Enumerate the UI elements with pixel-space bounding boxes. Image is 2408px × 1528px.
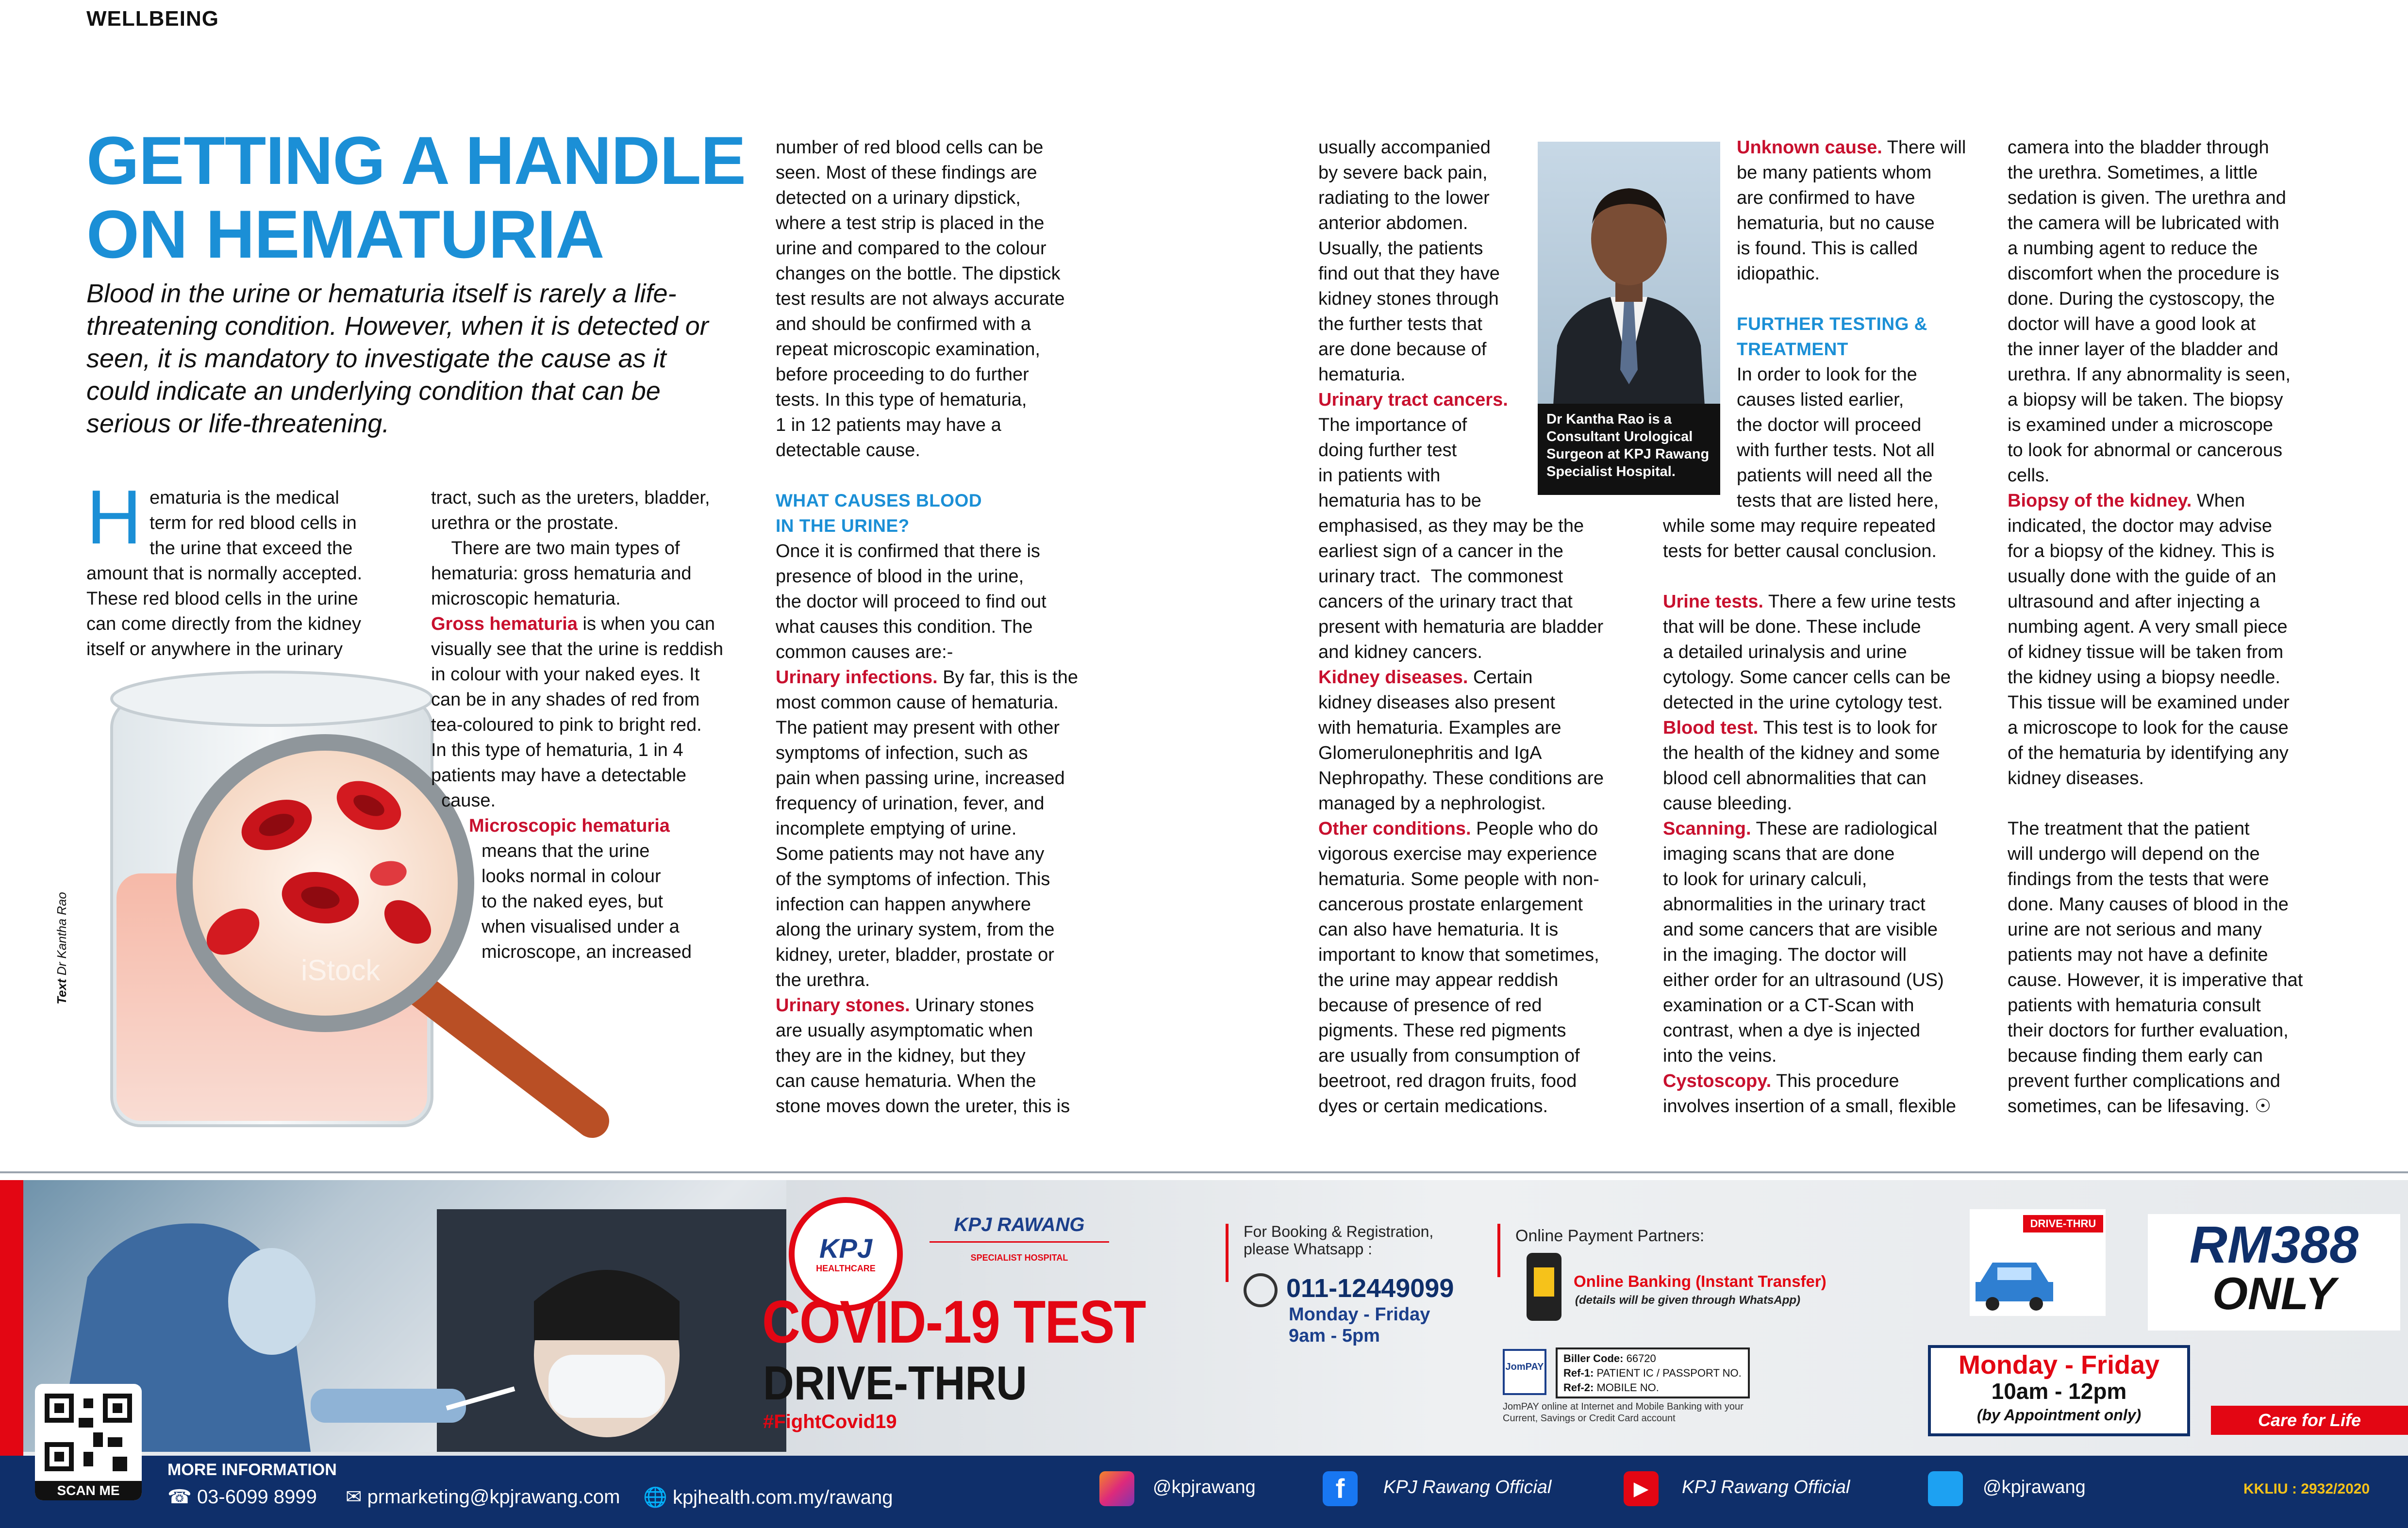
headline-line-2: ON HEMATURIA <box>86 196 604 272</box>
text-line: the health of the kidney and some <box>1663 743 1940 763</box>
qr-pattern <box>35 1384 142 1481</box>
text-line: radiating to the lower <box>1318 188 1490 208</box>
stock-watermark: iStock <box>301 954 381 986</box>
text-line: the camera will be lubricated with <box>2008 213 2279 233</box>
price-note: ONLY <box>2212 1268 2336 1319</box>
text-line: tests. In this type of hematuria, <box>776 390 1027 410</box>
face-mask <box>548 1355 665 1418</box>
text-line: and should be confirmed with a <box>776 314 1031 334</box>
text-line: blood cell abnormalities that can <box>1663 768 1926 789</box>
text-line: doctor will have a good look at <box>2008 314 2256 334</box>
text-line: cause. However, it is imperative that <box>2008 970 2303 990</box>
text-line: patients with hematuria consult <box>2008 995 2261 1016</box>
text-line: of the symptoms of infection. This <box>776 869 1050 889</box>
text-line: itself or anywhere in the urinary <box>86 639 343 659</box>
standfirst: Blood in the urine or hematuria itself is rarely a life-threatening condition. However, when it is detected or seen, it is mandatory to investigate the cause as it could indicate an underlying condition that can be serious or life-threatening. <box>86 279 709 438</box>
text-line: where a test strip is placed in the <box>776 213 1045 233</box>
text-line: before proceeding to do further <box>776 364 1029 385</box>
text-line: camera into the bladder through <box>2008 137 2269 158</box>
text-line: These red blood cells in the urine <box>86 589 358 609</box>
term-urine-tests: Urine tests. <box>1663 591 1763 612</box>
text-line: usually done with the guide of an <box>2008 566 2276 587</box>
text-line: because of presence of red <box>1318 995 1542 1016</box>
text-line: detected in the urine cytology test. <box>1663 692 1943 713</box>
text-line: for a biopsy of the kidney. This is <box>2008 541 2275 561</box>
text-line: urine are not serious and many <box>2008 920 2262 940</box>
text-line: There are two main types of <box>431 538 680 559</box>
article-column-5 <box>1737 135 2009 513</box>
text-line: are usually asymptomatic when <box>776 1020 1033 1041</box>
column-lines <box>469 838 771 965</box>
ad-title: COVID-19 TEST <box>762 1289 1146 1356</box>
booking-hours: 9am - 5pm <box>1289 1326 1380 1346</box>
text-line: causes listed earlier, <box>1737 390 1904 410</box>
text-line: doing further test <box>1318 440 1457 460</box>
column-lines <box>2008 513 2357 791</box>
column-lines <box>1737 160 2009 286</box>
hospital-rule <box>930 1241 1109 1243</box>
text-line: incomplete emptying of urine. <box>776 819 1017 839</box>
text-line: means that the urine <box>482 841 650 861</box>
text-line: the urethra. Sometimes, a little <box>2008 163 2258 183</box>
drive-thru-badge: DRIVE-THRU <box>2023 1215 2103 1232</box>
youtube-handle[interactable]: KPJ Rawang Official <box>1682 1477 1850 1497</box>
text-line: to the naked eyes, but <box>482 891 663 912</box>
text-line: hematuria. <box>1318 364 1406 385</box>
text-line: be many patients whom <box>1737 163 1932 183</box>
text-line: Usually, the patients <box>1318 238 1483 259</box>
text-line: a biopsy will be taken. The biopsy <box>2008 390 2283 410</box>
gloved-hand <box>311 1389 466 1423</box>
byline <box>54 892 69 1004</box>
covid-test-ad <box>0 1180 2408 1528</box>
text-line: frequency of urination, fever, and <box>776 793 1045 814</box>
gross-hematuria-para <box>431 611 771 637</box>
text-line: discomfort when the procedure is <box>2008 263 2279 284</box>
payment-rule <box>1497 1224 1500 1277</box>
whatsapp-icon <box>1244 1273 1278 1307</box>
term-urinary-stones: Urinary stones. <box>776 995 910 1016</box>
infections-para: Urinary infections. By far, this is the <box>776 667 1078 688</box>
appointment-note: (by Appointment only) <box>1976 1406 2142 1424</box>
text-line: will undergo will depend on the <box>2008 844 2260 864</box>
text-line: into the veins. <box>1663 1046 1777 1066</box>
facebook-icon[interactable]: f <box>1323 1471 1358 1506</box>
text-line: of kidney tissue will be taken from <box>2008 642 2284 662</box>
term-gross-hematuria: Gross hematuria <box>431 614 578 634</box>
text-line: what causes this condition. The <box>776 617 1033 637</box>
appointment-days: Monday - Friday <box>1958 1350 2160 1380</box>
text-line: kidney, ureter, bladder, prostate or <box>776 945 1054 965</box>
instagram-icon[interactable] <box>1099 1471 1134 1506</box>
text-line: managed by a nephrologist. <box>1318 793 1546 814</box>
blood-para: Blood test. This test is to look for <box>1663 718 1938 738</box>
text-line: contrast, when a dye is injected <box>1663 1020 1921 1041</box>
online-banking: Online Banking (Instant Transfer) <box>1574 1272 1827 1290</box>
term-rest: is when you can <box>578 614 715 634</box>
urine-para: Urine tests. There a few urine tests <box>1663 591 1956 612</box>
contact-phone[interactable]: ☎ 03-6099 8999 <box>167 1486 317 1508</box>
text-line: pain when passing urine, increased <box>776 768 1065 789</box>
text-line: the doctor will proceed to find out <box>776 591 1046 612</box>
text-line: that will be done. These include <box>1663 617 1921 637</box>
text-line: in colour with your naked eyes. It <box>431 664 700 685</box>
hospital-name: KPJ RAWANG <box>954 1214 1085 1235</box>
text-line: imaging scans that are done <box>1663 844 1895 864</box>
test-tube-rim <box>112 672 432 725</box>
text-line: symptoms of infection, such as <box>776 743 1028 763</box>
byline-name: Dr Kantha Rao <box>54 892 69 976</box>
tagline: Care for Life <box>2211 1406 2408 1435</box>
text-line: is examined under a microscope <box>2008 415 2274 435</box>
text-line: urinary tract. The commonest <box>1318 566 1563 587</box>
column-lines <box>2008 816 2357 1119</box>
text-line: The treatment that the patient <box>2008 819 2250 839</box>
text-line: most common cause of hematuria. <box>776 692 1059 713</box>
text-line: with hematuria. Examples are <box>1318 718 1561 738</box>
column-lines <box>431 637 771 813</box>
drop-cap: H <box>86 475 142 560</box>
text-line: to look for abnormal or cancerous <box>2008 440 2283 460</box>
column-lines <box>431 485 771 611</box>
text-line: term for red blood cells in <box>149 513 357 533</box>
stones-para: Urinary stones. Urinary stones <box>776 995 1034 1016</box>
column-lines <box>1663 614 2012 715</box>
text-line: because finding them early can <box>2008 1046 2263 1066</box>
text-line: in the imaging. The doctor will <box>1663 945 1907 965</box>
text-line: The patient may present with other <box>776 718 1060 738</box>
cystoscopy-para: Cystoscopy. This procedure <box>1663 1071 1899 1091</box>
booking-label: For Booking & Registration, please Whatsapp : <box>1244 1223 1434 1258</box>
text-line: examination or a CT-Scan with <box>1663 995 1914 1016</box>
text-line: urethra or the prostate. <box>431 513 619 533</box>
text-line: either order for an ultrasound (US) <box>1663 970 1944 990</box>
text-line: sometimes, can be lifesaving. ☉ <box>2008 1096 2272 1117</box>
text-line: Glomerulonephritis and IgA <box>1318 743 1542 763</box>
jompay-details: Biller Code: 66720 Ref-1: PATIENT IC / PASSPORT NO. Ref-2: MOBILE NO. <box>1556 1347 1750 1398</box>
column-lines <box>776 135 1125 463</box>
jompay-logo: JomPAY <box>1503 1349 1546 1395</box>
instagram-handle[interactable]: @kpjrawang <box>1153 1477 1256 1497</box>
text-line: done. During the cystoscopy, the <box>2008 289 2275 309</box>
text-line: usually accompanied <box>1318 137 1491 158</box>
term-biopsy: Biopsy of the kidney. <box>2008 491 2192 511</box>
booking-rule <box>1226 1224 1229 1282</box>
text-line: patients will need all the <box>1737 465 1933 486</box>
heading-what-causes: WHAT CAUSES BLOOD IN THE URINE? <box>776 491 982 536</box>
text-line: dyes or certain medications. <box>1318 1096 1548 1117</box>
text-line: idiopathic. <box>1737 263 1820 284</box>
column-lines <box>776 690 1125 993</box>
text-line: the further tests that <box>1318 314 1482 334</box>
article-column-6 <box>2008 135 2357 1119</box>
text-line: patients may have a detectable <box>431 765 687 786</box>
text-line: are confirmed to have <box>1737 188 1915 208</box>
text-line: pigments. These red pigments <box>1318 1020 1566 1041</box>
face-shield <box>228 1248 316 1355</box>
column-lines <box>1663 513 2012 564</box>
text-line: amount that is normally accepted. <box>86 563 363 584</box>
text-line: emphasised, as they may be the <box>1318 516 1584 536</box>
price: RM388 <box>2189 1215 2359 1274</box>
jompay-note: JomPAY online at Internet and Mobile Banking with your Current, Savings or Credit Card account <box>1503 1401 1744 1424</box>
unknown-para: Unknown cause. There will <box>1737 137 1966 158</box>
text-line: done. Many causes of blood in the <box>2008 894 2289 915</box>
term-urinary-infections: Urinary infections. <box>776 667 938 688</box>
text-line: the urine that exceed the <box>149 538 353 559</box>
text-line: indicated, the doctor may advise <box>2008 516 2272 536</box>
text-line: hematuria has to be <box>1318 491 1481 511</box>
text-line: In this type of hematuria, 1 in 4 <box>431 740 683 760</box>
text-line: kidney diseases also present <box>1318 692 1555 713</box>
text-line: urethra. If any abnormality is seen, <box>2008 364 2291 385</box>
online-banking-note: (details will be given through WhatsApp) <box>1575 1294 1801 1307</box>
hospital-subtitle: SPECIALIST HOSPITAL <box>970 1253 1068 1263</box>
text-line: number of red blood cells can be <box>776 137 1044 158</box>
text-line: the urine may appear reddish <box>1318 970 1559 990</box>
text-line: can cause hematuria. When the <box>776 1071 1036 1091</box>
globe-icon: 🌐 <box>643 1487 667 1508</box>
kidney-para: Kidney diseases. Certain <box>1318 667 1533 688</box>
license-number: KKLIU : 2932/2020 <box>2243 1481 2370 1497</box>
term-blood-test: Blood test. <box>1663 718 1759 738</box>
text-line: with further tests. Not all <box>1737 440 1935 460</box>
text-line: cause. <box>431 790 496 811</box>
ad-accent-bar <box>0 1180 23 1456</box>
text-line: changes on the bottle. The dipstick <box>776 263 1061 284</box>
term-cystoscopy: Cystoscopy. <box>1663 1071 1772 1091</box>
text-line: can be in any shades of red from <box>431 690 700 710</box>
text-line: hematuria, but no cause <box>1737 213 1935 233</box>
column-lines <box>1663 841 2012 1068</box>
text-line: microscopic hematuria. <box>431 589 621 609</box>
column-lines <box>1663 1094 2012 1119</box>
column-lines <box>1318 841 1668 1119</box>
byline-label: Text <box>54 979 69 1004</box>
text-line: are done because of <box>1318 339 1487 360</box>
text-line: cells. <box>2008 465 2050 486</box>
text-line: tea-coloured to pink to bright red. <box>431 715 702 735</box>
text-line: in patients with <box>1318 465 1441 486</box>
text-line: This tissue will be examined under <box>2008 692 2290 713</box>
column-lines <box>1663 740 2012 816</box>
text-line: the inner layer of the bladder and <box>2008 339 2278 360</box>
article-column-3 <box>776 135 1125 1119</box>
text-line: a numbing agent to reduce the <box>2008 238 2258 259</box>
text-line: numbing agent. A very small piece <box>2008 617 2288 637</box>
microscopic-block <box>431 813 771 965</box>
text-line: infection can happen anywhere <box>776 894 1031 915</box>
text-line: kidney stones through <box>1318 289 1499 309</box>
text-line: tests that are listed here, <box>1737 491 1939 511</box>
term-urinary-tract-cancers: Urinary tract cancers. <box>1318 390 1508 410</box>
twitter-icon[interactable] <box>1928 1471 1963 1506</box>
article-column-2 <box>431 485 771 965</box>
biopsy-para: Biopsy of the kidney. When <box>2008 491 2245 511</box>
text-line: looks normal in colour <box>482 866 661 887</box>
text-line: Once it is confirmed that there is <box>776 541 1040 561</box>
text-line: kidney diseases. <box>2008 768 2144 789</box>
text-line: by severe back pain, <box>1318 163 1488 183</box>
kpj-logo-subtext: HEALTHCARE <box>816 1264 876 1273</box>
magnifier-handle <box>408 980 592 1121</box>
more-info-label: MORE INFORMATION <box>167 1461 337 1479</box>
car-icon <box>1971 1253 2058 1311</box>
text-line: patients may not have a definite <box>2008 945 2268 965</box>
text-line: important to know that sometimes, <box>1318 945 1599 965</box>
text-line: can also have hematuria. It is <box>1318 920 1559 940</box>
column-lines <box>1737 362 2009 513</box>
payment-title: Online Payment Partners: <box>1515 1227 1705 1245</box>
kpj-logo-text: KPJ <box>819 1233 872 1264</box>
text-line: and some cancers that are visible <box>1663 920 1938 940</box>
text-line: is found. This is called <box>1737 238 1918 259</box>
text-line: abnormalities in the urinary tract <box>1663 894 1926 915</box>
text-line: involves insertion of a small, flexible <box>1663 1096 1957 1117</box>
article-column-1 <box>86 475 397 662</box>
text-line: In order to look for the <box>1737 364 1917 385</box>
heading-further-testing: FURTHER TESTING & TREATMENT <box>1737 314 1927 359</box>
text-line: tract, such as the ureters, bladder, <box>431 488 710 508</box>
text-line: find out that they have <box>1318 263 1500 284</box>
article-column-5b <box>1663 513 2012 1119</box>
text-line: stone moves down the ureter, this is <box>776 1096 1070 1117</box>
text-line: prevent further complications and <box>2008 1071 2280 1091</box>
text-line: hematuria. Some people with non- <box>1318 869 1599 889</box>
text-line: 1 in 12 patients may have a <box>776 415 1001 435</box>
doctor-photo <box>1538 142 1720 495</box>
appointment-hours: 10am - 12pm <box>1991 1379 2127 1404</box>
phone-screen-icon <box>1534 1267 1554 1297</box>
text-line: repeat microscopic examination, <box>776 339 1040 360</box>
text-line: urine and compared to the colour <box>776 238 1046 259</box>
text-line: the urethra. <box>776 970 870 990</box>
text-line: they are in the kidney, but they <box>776 1046 1026 1066</box>
term-microscopic-hematuria: Microscopic hematuria <box>469 816 670 836</box>
qr-label: SCAN ME <box>35 1481 142 1500</box>
contact-email[interactable]: ✉ prmarketing@kpjrawang.com <box>346 1486 620 1508</box>
booking-phone[interactable]: 011-12449099 <box>1286 1274 1454 1303</box>
text-line: cancerous prostate enlargement <box>1318 894 1583 915</box>
appointment-box <box>1928 1345 2190 1436</box>
other-para: Other conditions. People who do <box>1318 819 1598 839</box>
text-line: Nephropathy. These conditions are <box>1318 768 1604 789</box>
text-line: Some patients may not have any <box>776 844 1045 864</box>
facebook-handle[interactable]: KPJ Rawang Official <box>1383 1477 1552 1497</box>
twitter-handle[interactable]: @kpjrawang <box>1983 1477 2086 1497</box>
text-line: hematuria: gross hematuria and <box>431 563 692 584</box>
text-line: are usually from consumption of <box>1318 1046 1580 1066</box>
text-line: common causes are:- <box>776 642 953 662</box>
column-lines <box>1318 690 1668 816</box>
text-line: present with hematuria are bladder <box>1318 617 1604 637</box>
text-line: cytology. Some cancer cells can be <box>1663 667 1951 688</box>
text-line: microscope, an increased <box>482 942 692 962</box>
term-other-conditions: Other conditions. <box>1318 819 1471 839</box>
text-line: ultrasound and after injecting a <box>2008 591 2260 612</box>
text-line: a microscope to look for the cause <box>2008 718 2289 738</box>
headline-line-1: GETTING A HANDLE <box>86 122 746 198</box>
text-line: detected on a urinary dipstick, <box>776 188 1021 208</box>
contact-web[interactable]: 🌐 kpjhealth.com.my/rawang <box>643 1487 893 1508</box>
youtube-icon[interactable]: ▶ <box>1624 1471 1659 1506</box>
scanning-para: Scanning. These are radiological <box>1663 819 1938 839</box>
text-line: sedation is given. The urethra and <box>2008 188 2286 208</box>
text-line: the kidney using a biopsy needle. <box>2008 667 2280 688</box>
text-line: earliest sign of a cancer in the <box>1318 541 1563 561</box>
column-lines <box>776 1018 1125 1119</box>
text-line: when visualised under a <box>482 917 680 937</box>
page-divider <box>0 1171 2408 1173</box>
text-line: to look for urinary calculi, <box>1663 869 1867 889</box>
text-line: while some may require repeated <box>1663 516 1936 536</box>
column-lines <box>2008 135 2357 488</box>
text-line: The importance of <box>1318 415 1467 435</box>
section-tag: WELLBEING <box>86 7 219 31</box>
booking-days: Monday - Friday <box>1289 1304 1430 1325</box>
text-line: presence of blood in the urine, <box>776 566 1024 587</box>
text-line: a detailed urinalysis and urine <box>1663 642 1907 662</box>
ad-subtitle: DRIVE-THRU <box>763 1356 1027 1410</box>
text-line: test results are not always accurate <box>776 289 1065 309</box>
text-line: cause bleeding. <box>1663 793 1793 814</box>
text-line: and kidney cancers. <box>1318 642 1482 662</box>
ad-hashtag: #FightCovid19 <box>763 1411 897 1432</box>
text-line: beetroot, red dragon fruits, food <box>1318 1071 1577 1091</box>
text-line: findings from the tests that were <box>2008 869 2269 889</box>
text-line: vigorous exercise may experience <box>1318 844 1597 864</box>
text-line: their doctors for further evaluation, <box>2008 1020 2289 1041</box>
text-line: cancers of the urinary tract that <box>1318 591 1573 612</box>
mail-icon: ✉ <box>346 1486 362 1508</box>
column-lines <box>776 539 1125 665</box>
text-line: seen. Most of these findings are <box>776 163 1037 183</box>
photo-caption: Dr Kantha Rao is a Consultant Urological Surgeon at KPJ Rawang Specialist Hospital. <box>1538 404 1720 495</box>
text-line: tests for better causal conclusion. <box>1663 541 1937 561</box>
text-line: the doctor will proceed <box>1737 415 1922 435</box>
qr-code[interactable] <box>35 1384 142 1500</box>
text-line: anterior abdomen. <box>1318 213 1468 233</box>
term-kidney-diseases: Kidney diseases. <box>1318 667 1468 688</box>
text-line: can come directly from the kidney <box>86 614 362 634</box>
term-unknown-cause: Unknown cause. <box>1737 137 1882 158</box>
text-line: ematuria is the medical <box>149 488 339 508</box>
text-line: detectable cause. <box>776 440 920 460</box>
text-line: visually see that the urine is reddish <box>431 639 723 659</box>
text-line: along the urinary system, from the <box>776 920 1055 940</box>
term-scanning: Scanning. <box>1663 819 1751 839</box>
text-line: of the hematuria by identifying any <box>2008 743 2289 763</box>
headline <box>86 124 756 271</box>
